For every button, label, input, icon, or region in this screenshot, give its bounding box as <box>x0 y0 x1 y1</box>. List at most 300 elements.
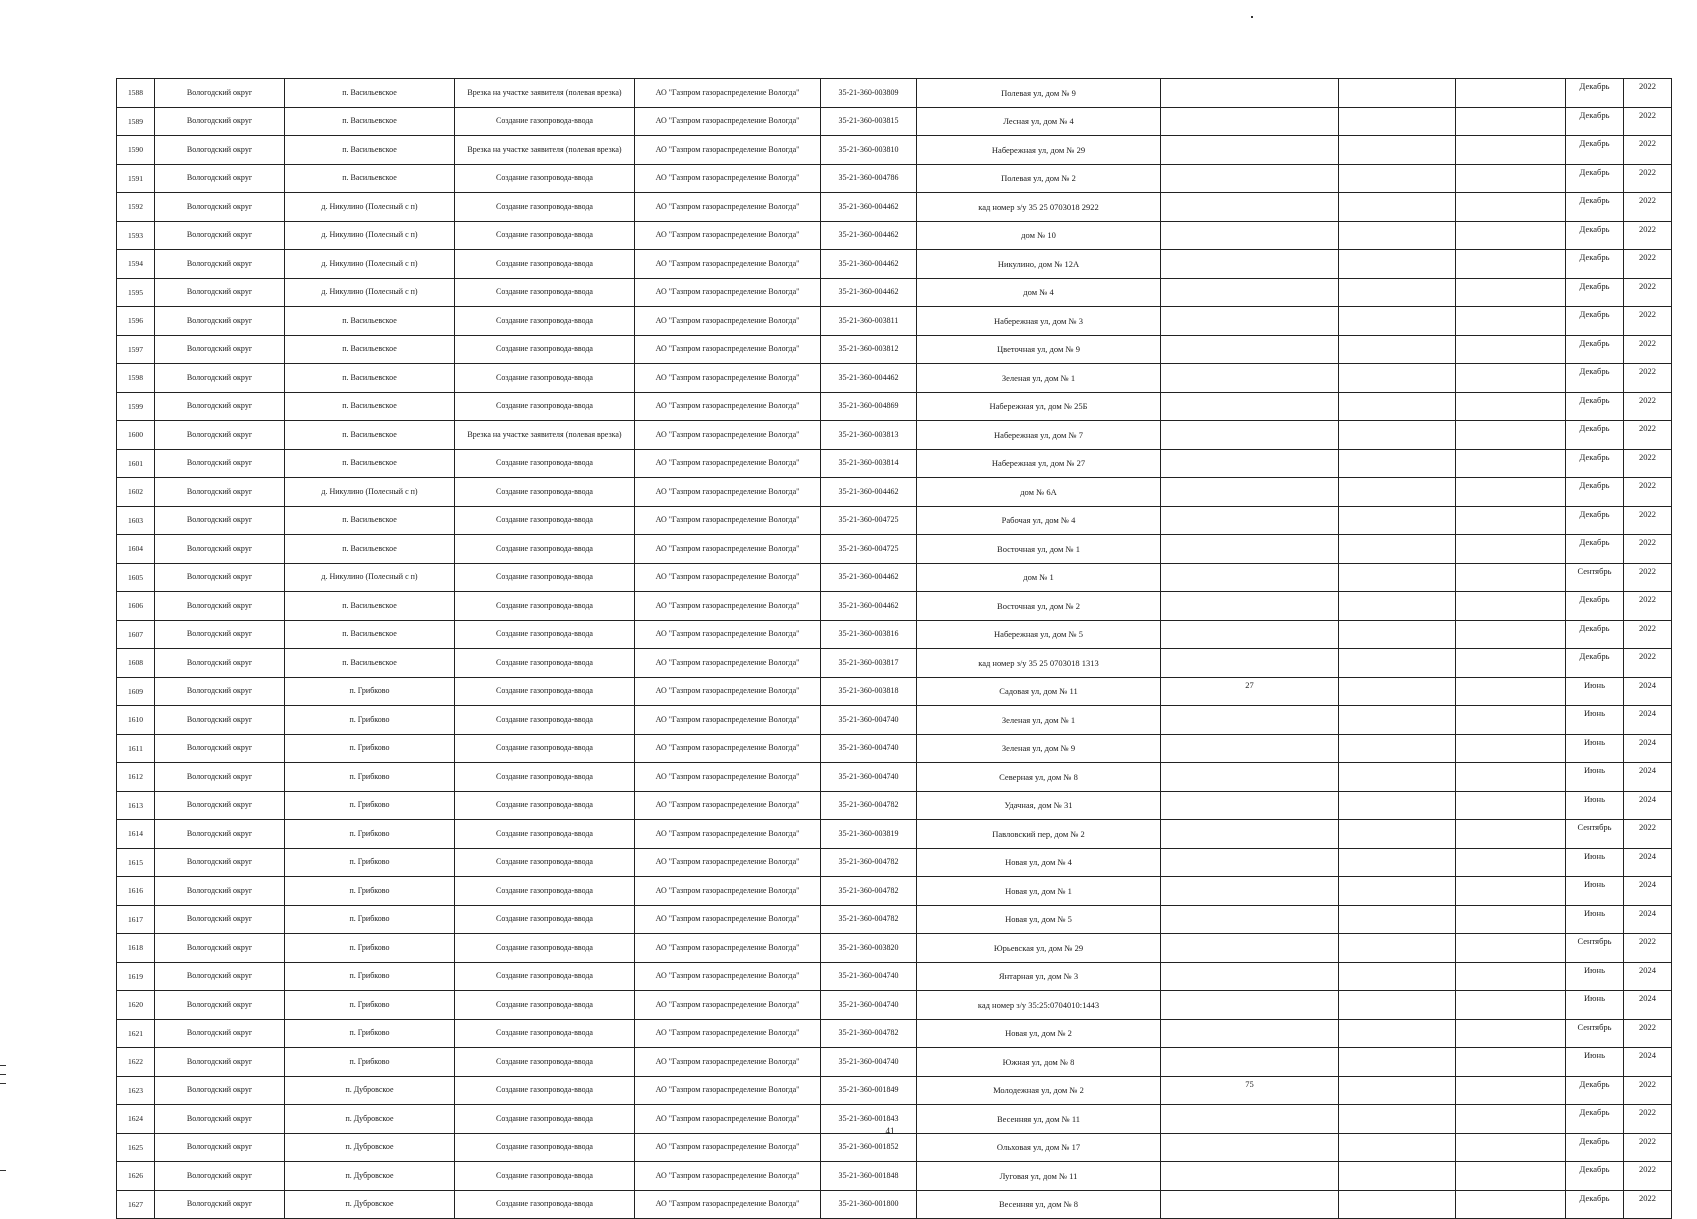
cell-col-empty-b <box>1339 620 1456 649</box>
cell-col-empty-a <box>1161 820 1339 849</box>
cell-address: Южная ул, дом № 8 <box>917 1048 1161 1077</box>
cell-month: Декабрь <box>1566 620 1624 649</box>
cell-month: Декабрь <box>1566 1133 1624 1162</box>
cell-settlement: д. Никулино (Полесный с п) <box>285 193 455 222</box>
cell-code: 35-21-360-003816 <box>821 620 917 649</box>
cell-settlement: п. Грибково <box>285 763 455 792</box>
cell-year: 2024 <box>1624 905 1672 934</box>
cell-organization: АО "Газпром газораспределение Вологда" <box>635 221 821 250</box>
cell-district: Вологодский округ <box>155 535 285 564</box>
cell-year: 2022 <box>1624 506 1672 535</box>
cell-month: Декабрь <box>1566 193 1624 222</box>
cell-code: 35-21-360-003815 <box>821 107 917 136</box>
cell-address: Весенняя ул, дом № 8 <box>917 1190 1161 1219</box>
cell-settlement: п. Дубровское <box>285 1190 455 1219</box>
cell-col-empty-b <box>1339 1162 1456 1191</box>
cell-month: Декабрь <box>1566 164 1624 193</box>
cell-month: Июнь <box>1566 734 1624 763</box>
cell-row-number: 1600 <box>117 421 155 450</box>
cell-year: 2022 <box>1624 1190 1672 1219</box>
cell-organization: АО "Газпром газораспределение Вологда" <box>635 421 821 450</box>
cell-district: Вологодский округ <box>155 791 285 820</box>
cell-organization: АО "Газпром газораспределение Вологда" <box>635 364 821 393</box>
cell-row-number: 1599 <box>117 392 155 421</box>
cell-work-type: Создание газопровода-ввода <box>455 706 635 735</box>
cell-code: 35-21-360-003820 <box>821 934 917 963</box>
cell-settlement: п. Васильевское <box>285 136 455 165</box>
cell-row-number: 1589 <box>117 107 155 136</box>
cell-organization: АО "Газпром газораспределение Вологда" <box>635 1019 821 1048</box>
cell-year: 2022 <box>1624 478 1672 507</box>
cell-work-type: Создание газопровода-ввода <box>455 905 635 934</box>
cell-year: 2022 <box>1624 592 1672 621</box>
table-row <box>117 79 1672 108</box>
table-row <box>117 677 1672 706</box>
cell-organization: АО "Газпром газораспределение Вологда" <box>635 877 821 906</box>
cell-address: Новая ул, дом № 1 <box>917 877 1161 906</box>
left-edge-mark <box>0 1065 6 1066</box>
table-row <box>117 421 1672 450</box>
cell-code: 35-21-360-004462 <box>821 278 917 307</box>
cell-code: 35-21-360-004462 <box>821 364 917 393</box>
cell-organization: АО "Газпром газораспределение Вологда" <box>635 449 821 478</box>
cell-address: Зеленая ул, дом № 1 <box>917 706 1161 735</box>
cell-col-empty-b <box>1339 649 1456 678</box>
cell-settlement: п. Васильевское <box>285 649 455 678</box>
cell-organization: АО "Газпром газораспределение Вологда" <box>635 1105 821 1134</box>
table-row <box>117 592 1672 621</box>
cell-col-empty-c <box>1456 1190 1566 1219</box>
cell-row-number: 1627 <box>117 1190 155 1219</box>
cell-month: Декабрь <box>1566 1162 1624 1191</box>
cell-district: Вологодский округ <box>155 307 285 336</box>
cell-code: 35-21-360-003811 <box>821 307 917 336</box>
cell-row-number: 1598 <box>117 364 155 393</box>
cell-settlement: п. Васильевское <box>285 107 455 136</box>
cell-address: Весенняя ул, дом № 11 <box>917 1105 1161 1134</box>
cell-col-empty-c <box>1456 449 1566 478</box>
cell-settlement: п. Грибково <box>285 848 455 877</box>
cell-col-empty-b <box>1339 1048 1456 1077</box>
cell-col-empty-c <box>1456 307 1566 336</box>
cell-row-number: 1594 <box>117 250 155 279</box>
cell-organization: АО "Газпром газораспределение Вологда" <box>635 620 821 649</box>
cell-col-empty-a <box>1161 791 1339 820</box>
cell-address: Зеленая ул, дом № 9 <box>917 734 1161 763</box>
cell-year: 2024 <box>1624 991 1672 1020</box>
cell-month: Июнь <box>1566 706 1624 735</box>
table-row <box>117 991 1672 1020</box>
cell-col-empty-b <box>1339 449 1456 478</box>
cell-col-empty-b <box>1339 278 1456 307</box>
cell-work-type: Врезка на участке заявителя (полевая врезка) <box>455 421 635 450</box>
cell-organization: АО "Газпром газораспределение Вологда" <box>635 677 821 706</box>
cell-settlement: д. Никулино (Полесный с п) <box>285 278 455 307</box>
table-row <box>117 848 1672 877</box>
cell-district: Вологодский округ <box>155 763 285 792</box>
cell-organization: АО "Газпром газораспределение Вологда" <box>635 506 821 535</box>
cell-work-type: Создание газопровода-ввода <box>455 107 635 136</box>
cell-organization: АО "Газпром газораспределение Вологда" <box>635 478 821 507</box>
cell-address: Удачная, дом № 31 <box>917 791 1161 820</box>
cell-col-empty-c <box>1456 79 1566 108</box>
cell-row-number: 1588 <box>117 79 155 108</box>
left-edge-mark <box>0 1170 6 1171</box>
table-row <box>117 250 1672 279</box>
cell-col-empty-b <box>1339 1105 1456 1134</box>
cell-address: Восточная ул, дом № 1 <box>917 535 1161 564</box>
cell-work-type: Создание газопровода-ввода <box>455 449 635 478</box>
cell-col-empty-a <box>1161 392 1339 421</box>
cell-district: Вологодский округ <box>155 1048 285 1077</box>
cell-address: Янтарная ул, дом № 3 <box>917 962 1161 991</box>
cell-work-type: Врезка на участке заявителя (полевая врезка) <box>455 79 635 108</box>
cell-col-empty-a <box>1161 1162 1339 1191</box>
cell-work-type: Создание газопровода-ввода <box>455 877 635 906</box>
cell-work-type: Создание газопровода-ввода <box>455 991 635 1020</box>
cell-code: 35-21-360-004782 <box>821 877 917 906</box>
cell-col-empty-b <box>1339 991 1456 1020</box>
cell-col-empty-c <box>1456 820 1566 849</box>
cell-address: Северная ул, дом № 8 <box>917 763 1161 792</box>
cell-year: 2024 <box>1624 791 1672 820</box>
cell-row-number: 1611 <box>117 734 155 763</box>
cell-row-number: 1617 <box>117 905 155 934</box>
cell-work-type: Врезка на участке заявителя (полевая врезка) <box>455 136 635 165</box>
cell-year: 2024 <box>1624 962 1672 991</box>
cell-col-empty-a <box>1161 649 1339 678</box>
cell-address: Цветочная ул, дом № 9 <box>917 335 1161 364</box>
cell-col-empty-a <box>1161 506 1339 535</box>
cell-organization: АО "Газпром газораспределение Вологда" <box>635 848 821 877</box>
cell-col-empty-c <box>1456 478 1566 507</box>
cell-district: Вологодский округ <box>155 734 285 763</box>
cell-col-empty-c <box>1456 991 1566 1020</box>
cell-month: Декабрь <box>1566 535 1624 564</box>
cell-month: Декабрь <box>1566 1076 1624 1105</box>
cell-col-empty-b <box>1339 1019 1456 1048</box>
cell-address: Новая ул, дом № 5 <box>917 905 1161 934</box>
cell-organization: АО "Газпром газораспределение Вологда" <box>635 991 821 1020</box>
cell-settlement: д. Никулино (Полесный с п) <box>285 478 455 507</box>
cell-organization: АО "Газпром газораспределение Вологда" <box>635 962 821 991</box>
cell-month: Декабрь <box>1566 506 1624 535</box>
cell-month: Декабрь <box>1566 592 1624 621</box>
cell-settlement: п. Васильевское <box>285 335 455 364</box>
left-edge-mark <box>0 1083 6 1084</box>
cell-district: Вологодский округ <box>155 962 285 991</box>
cell-year: 2022 <box>1624 1076 1672 1105</box>
cell-address: дом № 1 <box>917 563 1161 592</box>
cell-organization: АО "Газпром газораспределение Вологда" <box>635 1162 821 1191</box>
cell-year: 2022 <box>1624 136 1672 165</box>
cell-work-type: Создание газопровода-ввода <box>455 392 635 421</box>
cell-district: Вологодский округ <box>155 221 285 250</box>
cell-col-empty-a <box>1161 848 1339 877</box>
cell-district: Вологодский округ <box>155 563 285 592</box>
cell-row-number: 1601 <box>117 449 155 478</box>
table-row <box>117 1133 1672 1162</box>
cell-month: Декабрь <box>1566 79 1624 108</box>
cell-col-empty-c <box>1456 193 1566 222</box>
cell-work-type: Создание газопровода-ввода <box>455 620 635 649</box>
cell-code: 35-21-360-004782 <box>821 1019 917 1048</box>
cell-col-empty-b <box>1339 1076 1456 1105</box>
cell-district: Вологодский округ <box>155 1105 285 1134</box>
cell-row-number: 1605 <box>117 563 155 592</box>
top-dot-mark <box>1251 16 1253 18</box>
cell-month: Июнь <box>1566 763 1624 792</box>
cell-code: 35-21-360-001848 <box>821 1162 917 1191</box>
cell-month: Декабрь <box>1566 1190 1624 1219</box>
cell-work-type: Создание газопровода-ввода <box>455 563 635 592</box>
cell-col-empty-b <box>1339 848 1456 877</box>
cell-district: Вологодский округ <box>155 991 285 1020</box>
cell-code: 35-21-360-001843 <box>821 1105 917 1134</box>
cell-code: 35-21-360-003814 <box>821 449 917 478</box>
cell-row-number: 1593 <box>117 221 155 250</box>
cell-col-empty-a <box>1161 1190 1339 1219</box>
cell-row-number: 1603 <box>117 506 155 535</box>
cell-col-empty-a <box>1161 250 1339 279</box>
cell-settlement: п. Грибково <box>285 706 455 735</box>
cell-address: Никулино, дом № 12А <box>917 250 1161 279</box>
table-row <box>117 763 1672 792</box>
cell-year: 2022 <box>1624 335 1672 364</box>
cell-work-type: Создание газопровода-ввода <box>455 649 635 678</box>
cell-col-empty-c <box>1456 620 1566 649</box>
cell-address: Набережная ул, дом № 25Б <box>917 392 1161 421</box>
cell-col-empty-a: 27 <box>1161 677 1339 706</box>
cell-work-type: Создание газопровода-ввода <box>455 193 635 222</box>
cell-col-empty-c <box>1456 164 1566 193</box>
cell-settlement: п. Грибково <box>285 934 455 963</box>
cell-organization: АО "Газпром газораспределение Вологда" <box>635 250 821 279</box>
cell-col-empty-c <box>1456 763 1566 792</box>
cell-row-number: 1610 <box>117 706 155 735</box>
cell-organization: АО "Газпром газораспределение Вологда" <box>635 136 821 165</box>
cell-col-empty-c <box>1456 791 1566 820</box>
table-row <box>117 791 1672 820</box>
cell-address: Луговая ул, дом № 11 <box>917 1162 1161 1191</box>
cell-month: Июнь <box>1566 1048 1624 1077</box>
cell-work-type: Создание газопровода-ввода <box>455 934 635 963</box>
cell-district: Вологодский округ <box>155 848 285 877</box>
cell-district: Вологодский округ <box>155 1162 285 1191</box>
table-row <box>117 535 1672 564</box>
cell-col-empty-c <box>1456 677 1566 706</box>
cell-work-type: Создание газопровода-ввода <box>455 677 635 706</box>
cell-col-empty-c <box>1456 734 1566 763</box>
cell-col-empty-b <box>1339 506 1456 535</box>
cell-col-empty-b <box>1339 535 1456 564</box>
cell-month: Декабрь <box>1566 421 1624 450</box>
cell-month: Сентябрь <box>1566 820 1624 849</box>
cell-year: 2022 <box>1624 1105 1672 1134</box>
cell-code: 35-21-360-003813 <box>821 421 917 450</box>
cell-col-empty-a <box>1161 478 1339 507</box>
cell-settlement: п. Грибково <box>285 1048 455 1077</box>
cell-col-empty-c <box>1456 136 1566 165</box>
cell-year: 2022 <box>1624 221 1672 250</box>
cell-organization: АО "Газпром газораспределение Вологда" <box>635 1133 821 1162</box>
cell-col-empty-c <box>1456 506 1566 535</box>
cell-address: дом № 6А <box>917 478 1161 507</box>
cell-col-empty-b <box>1339 877 1456 906</box>
table-row <box>117 962 1672 991</box>
cell-settlement: п. Грибково <box>285 1019 455 1048</box>
cell-month: Сентябрь <box>1566 934 1624 963</box>
cell-row-number: 1613 <box>117 791 155 820</box>
cell-row-number: 1621 <box>117 1019 155 1048</box>
cell-code: 35-21-360-004740 <box>821 763 917 792</box>
cell-row-number: 1619 <box>117 962 155 991</box>
cell-month: Сентябрь <box>1566 563 1624 592</box>
cell-settlement: п. Васильевское <box>285 364 455 393</box>
cell-work-type: Создание газопровода-ввода <box>455 250 635 279</box>
cell-district: Вологодский округ <box>155 905 285 934</box>
cell-col-empty-a <box>1161 335 1339 364</box>
cell-work-type: Создание газопровода-ввода <box>455 962 635 991</box>
cell-col-empty-c <box>1456 1162 1566 1191</box>
cell-code: 35-21-360-003819 <box>821 820 917 849</box>
cell-code: 35-21-360-001852 <box>821 1133 917 1162</box>
cell-organization: АО "Газпром газораспределение Вологда" <box>635 649 821 678</box>
cell-year: 2022 <box>1624 307 1672 336</box>
cell-year: 2024 <box>1624 848 1672 877</box>
cell-col-empty-a <box>1161 136 1339 165</box>
cell-address: Новая ул, дом № 4 <box>917 848 1161 877</box>
cell-col-empty-a <box>1161 1105 1339 1134</box>
cell-col-empty-a <box>1161 449 1339 478</box>
table-row <box>117 221 1672 250</box>
cell-col-empty-b <box>1339 763 1456 792</box>
cell-code: 35-21-360-004725 <box>821 535 917 564</box>
cell-row-number: 1595 <box>117 278 155 307</box>
cell-work-type: Создание газопровода-ввода <box>455 364 635 393</box>
cell-settlement: п. Васильевское <box>285 164 455 193</box>
cell-settlement: п. Грибково <box>285 791 455 820</box>
cell-year: 2022 <box>1624 1133 1672 1162</box>
cell-organization: АО "Газпром газораспределение Вологда" <box>635 392 821 421</box>
cell-district: Вологодский округ <box>155 421 285 450</box>
cell-code: 35-21-360-004786 <box>821 164 917 193</box>
cell-code: 35-21-360-004462 <box>821 478 917 507</box>
cell-address: Набережная ул, дом № 5 <box>917 620 1161 649</box>
cell-code: 35-21-360-001800 <box>821 1190 917 1219</box>
cell-district: Вологодский округ <box>155 820 285 849</box>
cell-month: Декабрь <box>1566 478 1624 507</box>
cell-col-empty-c <box>1456 535 1566 564</box>
registry-table <box>116 78 1672 1219</box>
cell-settlement: п. Грибково <box>285 991 455 1020</box>
cell-col-empty-a <box>1161 734 1339 763</box>
cell-month: Июнь <box>1566 677 1624 706</box>
cell-col-empty-b <box>1339 421 1456 450</box>
cell-row-number: 1604 <box>117 535 155 564</box>
cell-work-type: Создание газопровода-ввода <box>455 1133 635 1162</box>
cell-col-empty-b <box>1339 335 1456 364</box>
cell-organization: АО "Газпром газораспределение Вологда" <box>635 563 821 592</box>
cell-address: кад номер з/у 35 25 0703018 1313 <box>917 649 1161 678</box>
cell-col-empty-c <box>1456 421 1566 450</box>
left-edge-mark <box>0 1074 6 1075</box>
cell-month: Декабрь <box>1566 136 1624 165</box>
cell-settlement: п. Грибково <box>285 877 455 906</box>
cell-settlement: п. Васильевское <box>285 421 455 450</box>
cell-organization: АО "Газпром газораспределение Вологда" <box>635 278 821 307</box>
cell-district: Вологодский округ <box>155 278 285 307</box>
cell-settlement: п. Васильевское <box>285 449 455 478</box>
cell-col-empty-b <box>1339 1133 1456 1162</box>
cell-organization: АО "Газпром газораспределение Вологда" <box>635 934 821 963</box>
cell-year: 2024 <box>1624 763 1672 792</box>
cell-address: кад номер з/у 35:25:0704010:1443 <box>917 991 1161 1020</box>
cell-code: 35-21-360-004782 <box>821 848 917 877</box>
cell-col-empty-c <box>1456 649 1566 678</box>
cell-month: Декабрь <box>1566 364 1624 393</box>
cell-settlement: п. Грибково <box>285 905 455 934</box>
cell-settlement: п. Грибково <box>285 734 455 763</box>
cell-month: Декабрь <box>1566 307 1624 336</box>
cell-col-empty-b <box>1339 221 1456 250</box>
cell-row-number: 1606 <box>117 592 155 621</box>
cell-code: 35-21-360-004869 <box>821 392 917 421</box>
cell-work-type: Создание газопровода-ввода <box>455 1048 635 1077</box>
cell-district: Вологодский округ <box>155 1076 285 1105</box>
cell-code: 35-21-360-004462 <box>821 563 917 592</box>
cell-col-empty-c <box>1456 934 1566 963</box>
cell-work-type: Создание газопровода-ввода <box>455 820 635 849</box>
cell-organization: АО "Газпром газораспределение Вологда" <box>635 107 821 136</box>
table-row <box>117 905 1672 934</box>
table-row <box>117 1048 1672 1077</box>
cell-year: 2022 <box>1624 563 1672 592</box>
cell-month: Сентябрь <box>1566 1019 1624 1048</box>
cell-code: 35-21-360-003817 <box>821 649 917 678</box>
cell-settlement: д. Никулино (Полесный с п) <box>285 563 455 592</box>
cell-work-type: Создание газопровода-ввода <box>455 1076 635 1105</box>
cell-work-type: Создание газопровода-ввода <box>455 848 635 877</box>
cell-address: Набережная ул, дом № 29 <box>917 136 1161 165</box>
cell-col-empty-b <box>1339 107 1456 136</box>
cell-month: Июнь <box>1566 877 1624 906</box>
cell-organization: АО "Газпром газораспределение Вологда" <box>635 307 821 336</box>
cell-district: Вологодский округ <box>155 649 285 678</box>
cell-district: Вологодский округ <box>155 934 285 963</box>
cell-col-empty-c <box>1456 905 1566 934</box>
cell-year: 2022 <box>1624 193 1672 222</box>
cell-district: Вологодский округ <box>155 164 285 193</box>
cell-year: 2024 <box>1624 877 1672 906</box>
table-row <box>117 107 1672 136</box>
table-row <box>117 307 1672 336</box>
cell-settlement: п. Дубровское <box>285 1133 455 1162</box>
cell-row-number: 1612 <box>117 763 155 792</box>
cell-settlement: п. Дубровское <box>285 1076 455 1105</box>
table-row <box>117 877 1672 906</box>
table-row <box>117 449 1672 478</box>
table-row <box>117 364 1672 393</box>
cell-year: 2022 <box>1624 364 1672 393</box>
table-row <box>117 820 1672 849</box>
cell-work-type: Создание газопровода-ввода <box>455 763 635 792</box>
cell-work-type: Создание газопровода-ввода <box>455 164 635 193</box>
cell-col-empty-a <box>1161 1133 1339 1162</box>
cell-col-empty-c <box>1456 563 1566 592</box>
cell-row-number: 1614 <box>117 820 155 849</box>
cell-work-type: Создание газопровода-ввода <box>455 221 635 250</box>
